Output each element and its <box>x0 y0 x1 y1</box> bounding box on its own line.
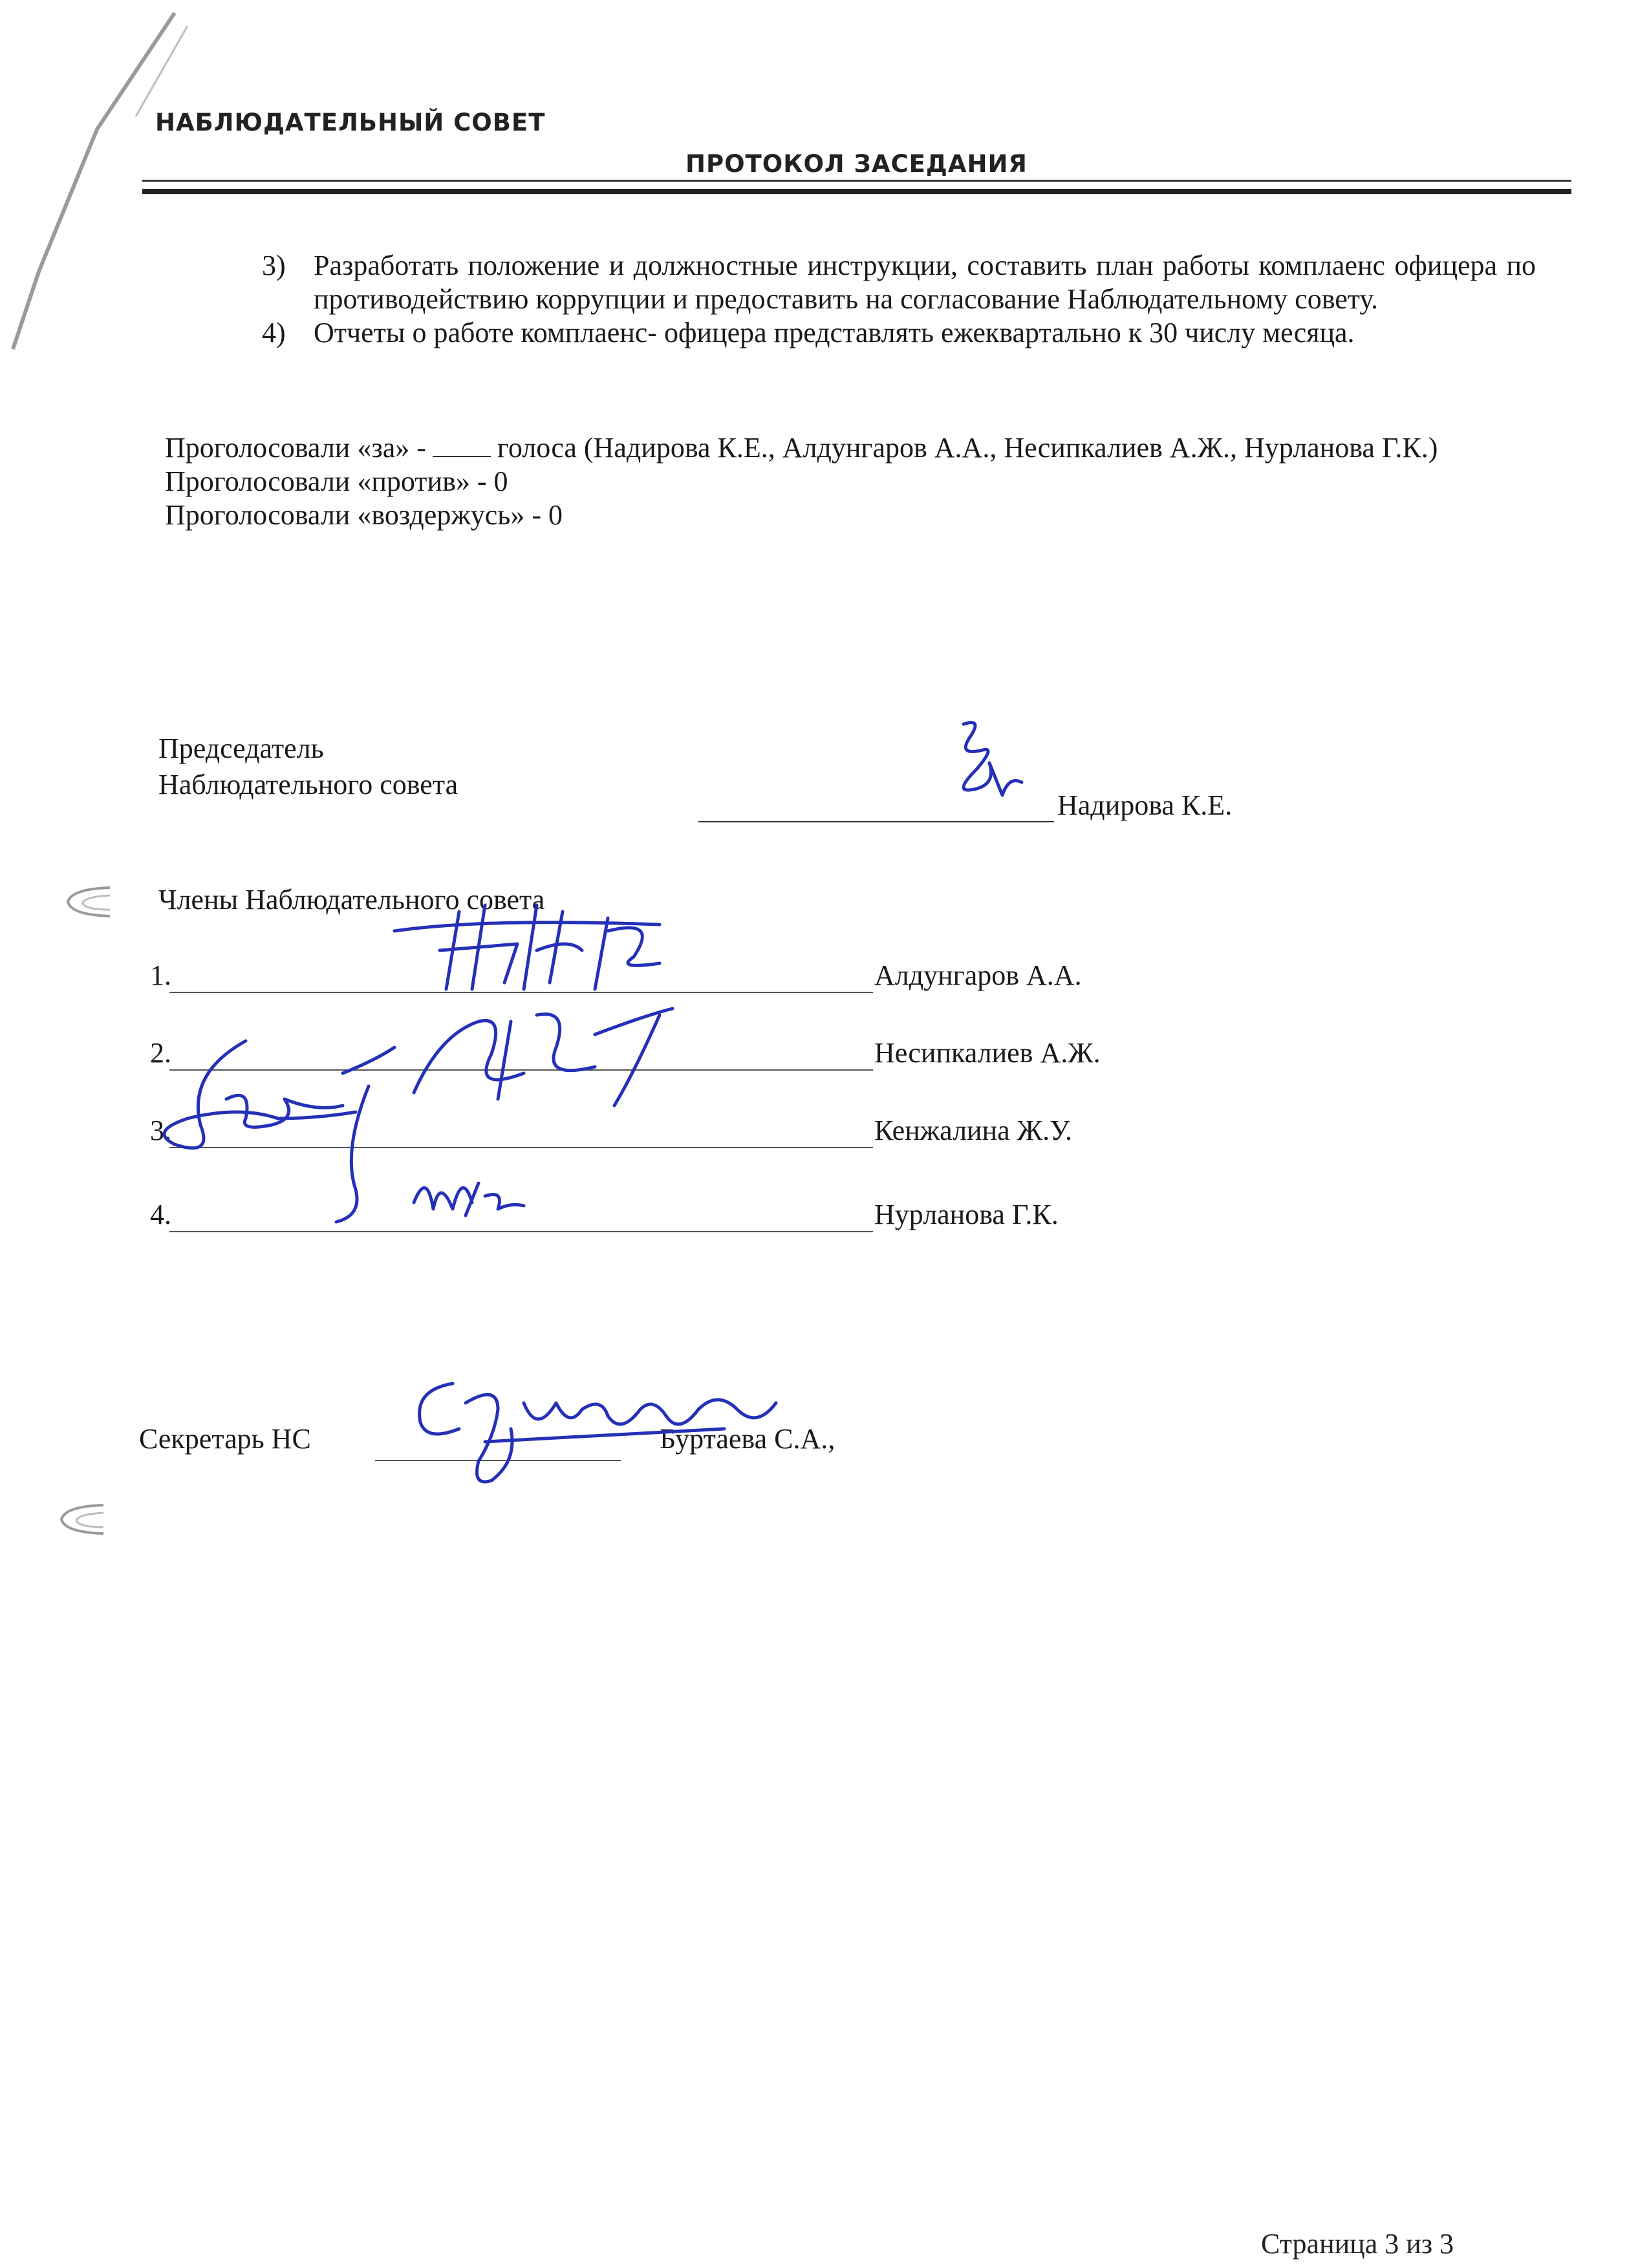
member-name: Нурланова Г.К. <box>874 1199 1059 1230</box>
vote-for <box>165 430 1536 465</box>
page-number: Страница 3 из 3 <box>1261 2228 1454 2260</box>
hole-punch-mark-2 <box>52 1500 110 1539</box>
voting-results <box>165 430 1536 532</box>
organization-name: НАБЛЮДАТЕЛЬНЫЙ СОВЕТ <box>155 109 546 136</box>
chair-label-line1: Председатель <box>158 733 324 764</box>
list-item <box>262 249 1536 316</box>
vote-for-suffix: голоса (Надирова К.Е., Алдунгаров А.А., Несипкалиев А.Ж., Нурланова Г.К.) <box>497 432 1438 464</box>
chair-signature <box>925 711 1041 815</box>
members-title: Члены Наблюдательного совета <box>158 884 545 915</box>
member-number: 3. <box>150 1115 171 1146</box>
vote-abstain: Проголосовали «воздержусь» - 0 <box>165 499 563 531</box>
member-number: 2. <box>150 1037 171 1069</box>
item-text: Разработать положение и должностные инструкции, составить план работы комплаенс офицера по противодействию коррупции и предоставить на согласование Наблюдательному совету. <box>314 250 1536 315</box>
chair-label-line2: Наблюдательного совета <box>158 769 458 800</box>
chair-name: Надирова К.Е. <box>1057 789 1233 821</box>
item-number: 3) <box>262 250 286 281</box>
header-rule-thick <box>142 189 1571 194</box>
item-number: 4) <box>262 317 286 348</box>
list-item <box>262 316 1536 350</box>
resolution-items <box>262 249 1536 350</box>
chair-label <box>158 731 458 803</box>
vote-for-prefix: Проголосовали «за» - <box>165 432 426 464</box>
vote-against: Проголосовали «против» - 0 <box>165 465 508 497</box>
document-title: ПРОТОКОЛ ЗАСЕДАНИЯ <box>685 150 1028 178</box>
member-signature-1 <box>388 892 692 1002</box>
hole-punch-mark-1 <box>58 883 116 921</box>
member-name: Несипкалиев А.Ж. <box>874 1037 1101 1069</box>
member-number: 4. <box>150 1199 171 1230</box>
secretary-label: Секретарь НС <box>139 1423 311 1455</box>
chair-signature-line <box>698 821 1054 822</box>
vote-count-blank <box>433 430 491 457</box>
member-signature-line <box>169 1231 873 1232</box>
member-name: Алдунгаров А.А. <box>874 959 1082 991</box>
member-signature-4 <box>401 1157 530 1228</box>
member-number: 1. <box>150 959 171 991</box>
secretary-signature <box>388 1364 815 1500</box>
item-text: Отчеты о работе комплаенс- офицера представлять ежеквартально к 30 числу месяца. <box>314 317 1355 348</box>
member-name: Кенжалина Ж.У. <box>874 1115 1073 1146</box>
secretary-name: Буртаева С.А., <box>660 1423 835 1455</box>
header-rule-thin <box>142 180 1571 182</box>
